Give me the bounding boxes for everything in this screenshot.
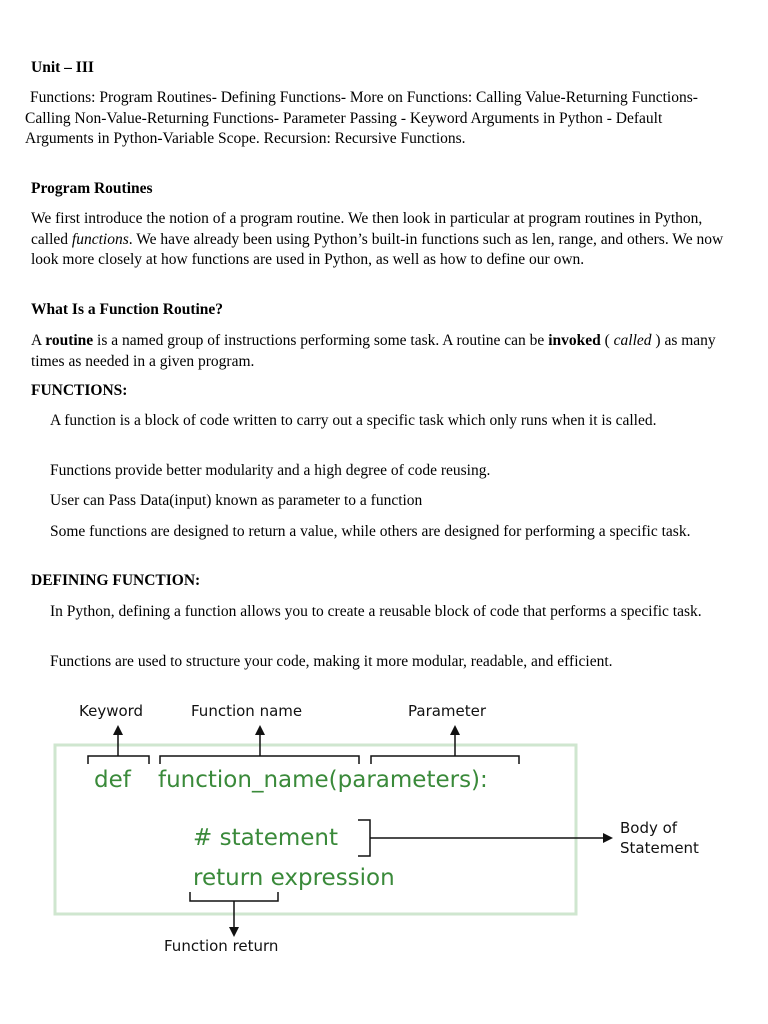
term-called: called <box>613 332 652 349</box>
program-routines-paragraph: We first introduce the notion of a program routine. We then look in particular at program routines in Python, called functions. We have already been using Python’s built-in functions such as len, range, and others. We now look more closely at how functions are used in Python, as well as how to define our own. <box>31 210 724 268</box>
functions-paragraph-4: Some functions are designed to return a value, while others are designed for performing a specific task. <box>50 523 691 540</box>
function-name-bracket <box>160 730 359 764</box>
heading-functions: FUNCTIONS: <box>31 382 128 399</box>
code-return: return expression <box>193 865 395 891</box>
function-syntax-diagram <box>0 690 768 990</box>
code-def-keyword: def <box>94 767 131 793</box>
functions-paragraph-3: User can Pass Data(input) known as parameter to a function <box>50 492 423 509</box>
defining-paragraph-1: In Python, defining a function allows you to create a reusable block of code that performs a specific task. <box>50 603 702 620</box>
return-bracket <box>190 892 278 932</box>
heading-function-routine: What Is a Function Routine? <box>31 301 224 318</box>
label-function-name: Function name <box>191 702 303 720</box>
label-body-of: Body of <box>620 819 678 837</box>
keyword-bracket <box>88 730 149 764</box>
routine-definition-paragraph: A routine is a named group of instructions performing some task. A routine can be invoked ( called ) as many times as needed in a given program. <box>31 332 716 370</box>
functions-paragraph-1: A function is a block of code written to carry out a specific task which only runs when it is called. <box>50 412 657 429</box>
code-statement: # statement <box>193 825 338 851</box>
label-keyword: Keyword <box>79 702 144 720</box>
emphasis-functions: functions <box>71 230 129 248</box>
unit-title: Unit – III <box>31 59 94 76</box>
term-invoked: invoked <box>548 332 601 349</box>
syllabus-paragraph: Functions: Program Routines- Defining Functions- More on Functions: Calling Value-Returning Functions- Calling Non-Value-Returning Functions- Parameter Passing - Keyword Arguments in Python - Default Arguments in Python-Variable Scope. Recursion: Recursive Functions. <box>25 89 698 147</box>
heading-defining-function: DEFINING FUNCTION: <box>31 572 201 589</box>
term-routine: routine <box>45 332 94 349</box>
body-bracket <box>358 820 608 856</box>
parameter-bracket <box>371 730 519 764</box>
functions-paragraph-2: Functions provide better modularity and a high degree of code reusing. <box>50 462 491 479</box>
heading-program-routines: Program Routines <box>31 180 153 197</box>
defining-paragraph-2: Functions are used to structure your code, making it more modular, readable, and efficient. <box>50 653 613 670</box>
label-function-return: Function return <box>164 937 279 955</box>
label-statement: Statement <box>620 839 699 857</box>
label-parameter: Parameter <box>408 702 487 720</box>
code-signature: function_name(parameters): <box>158 767 488 793</box>
